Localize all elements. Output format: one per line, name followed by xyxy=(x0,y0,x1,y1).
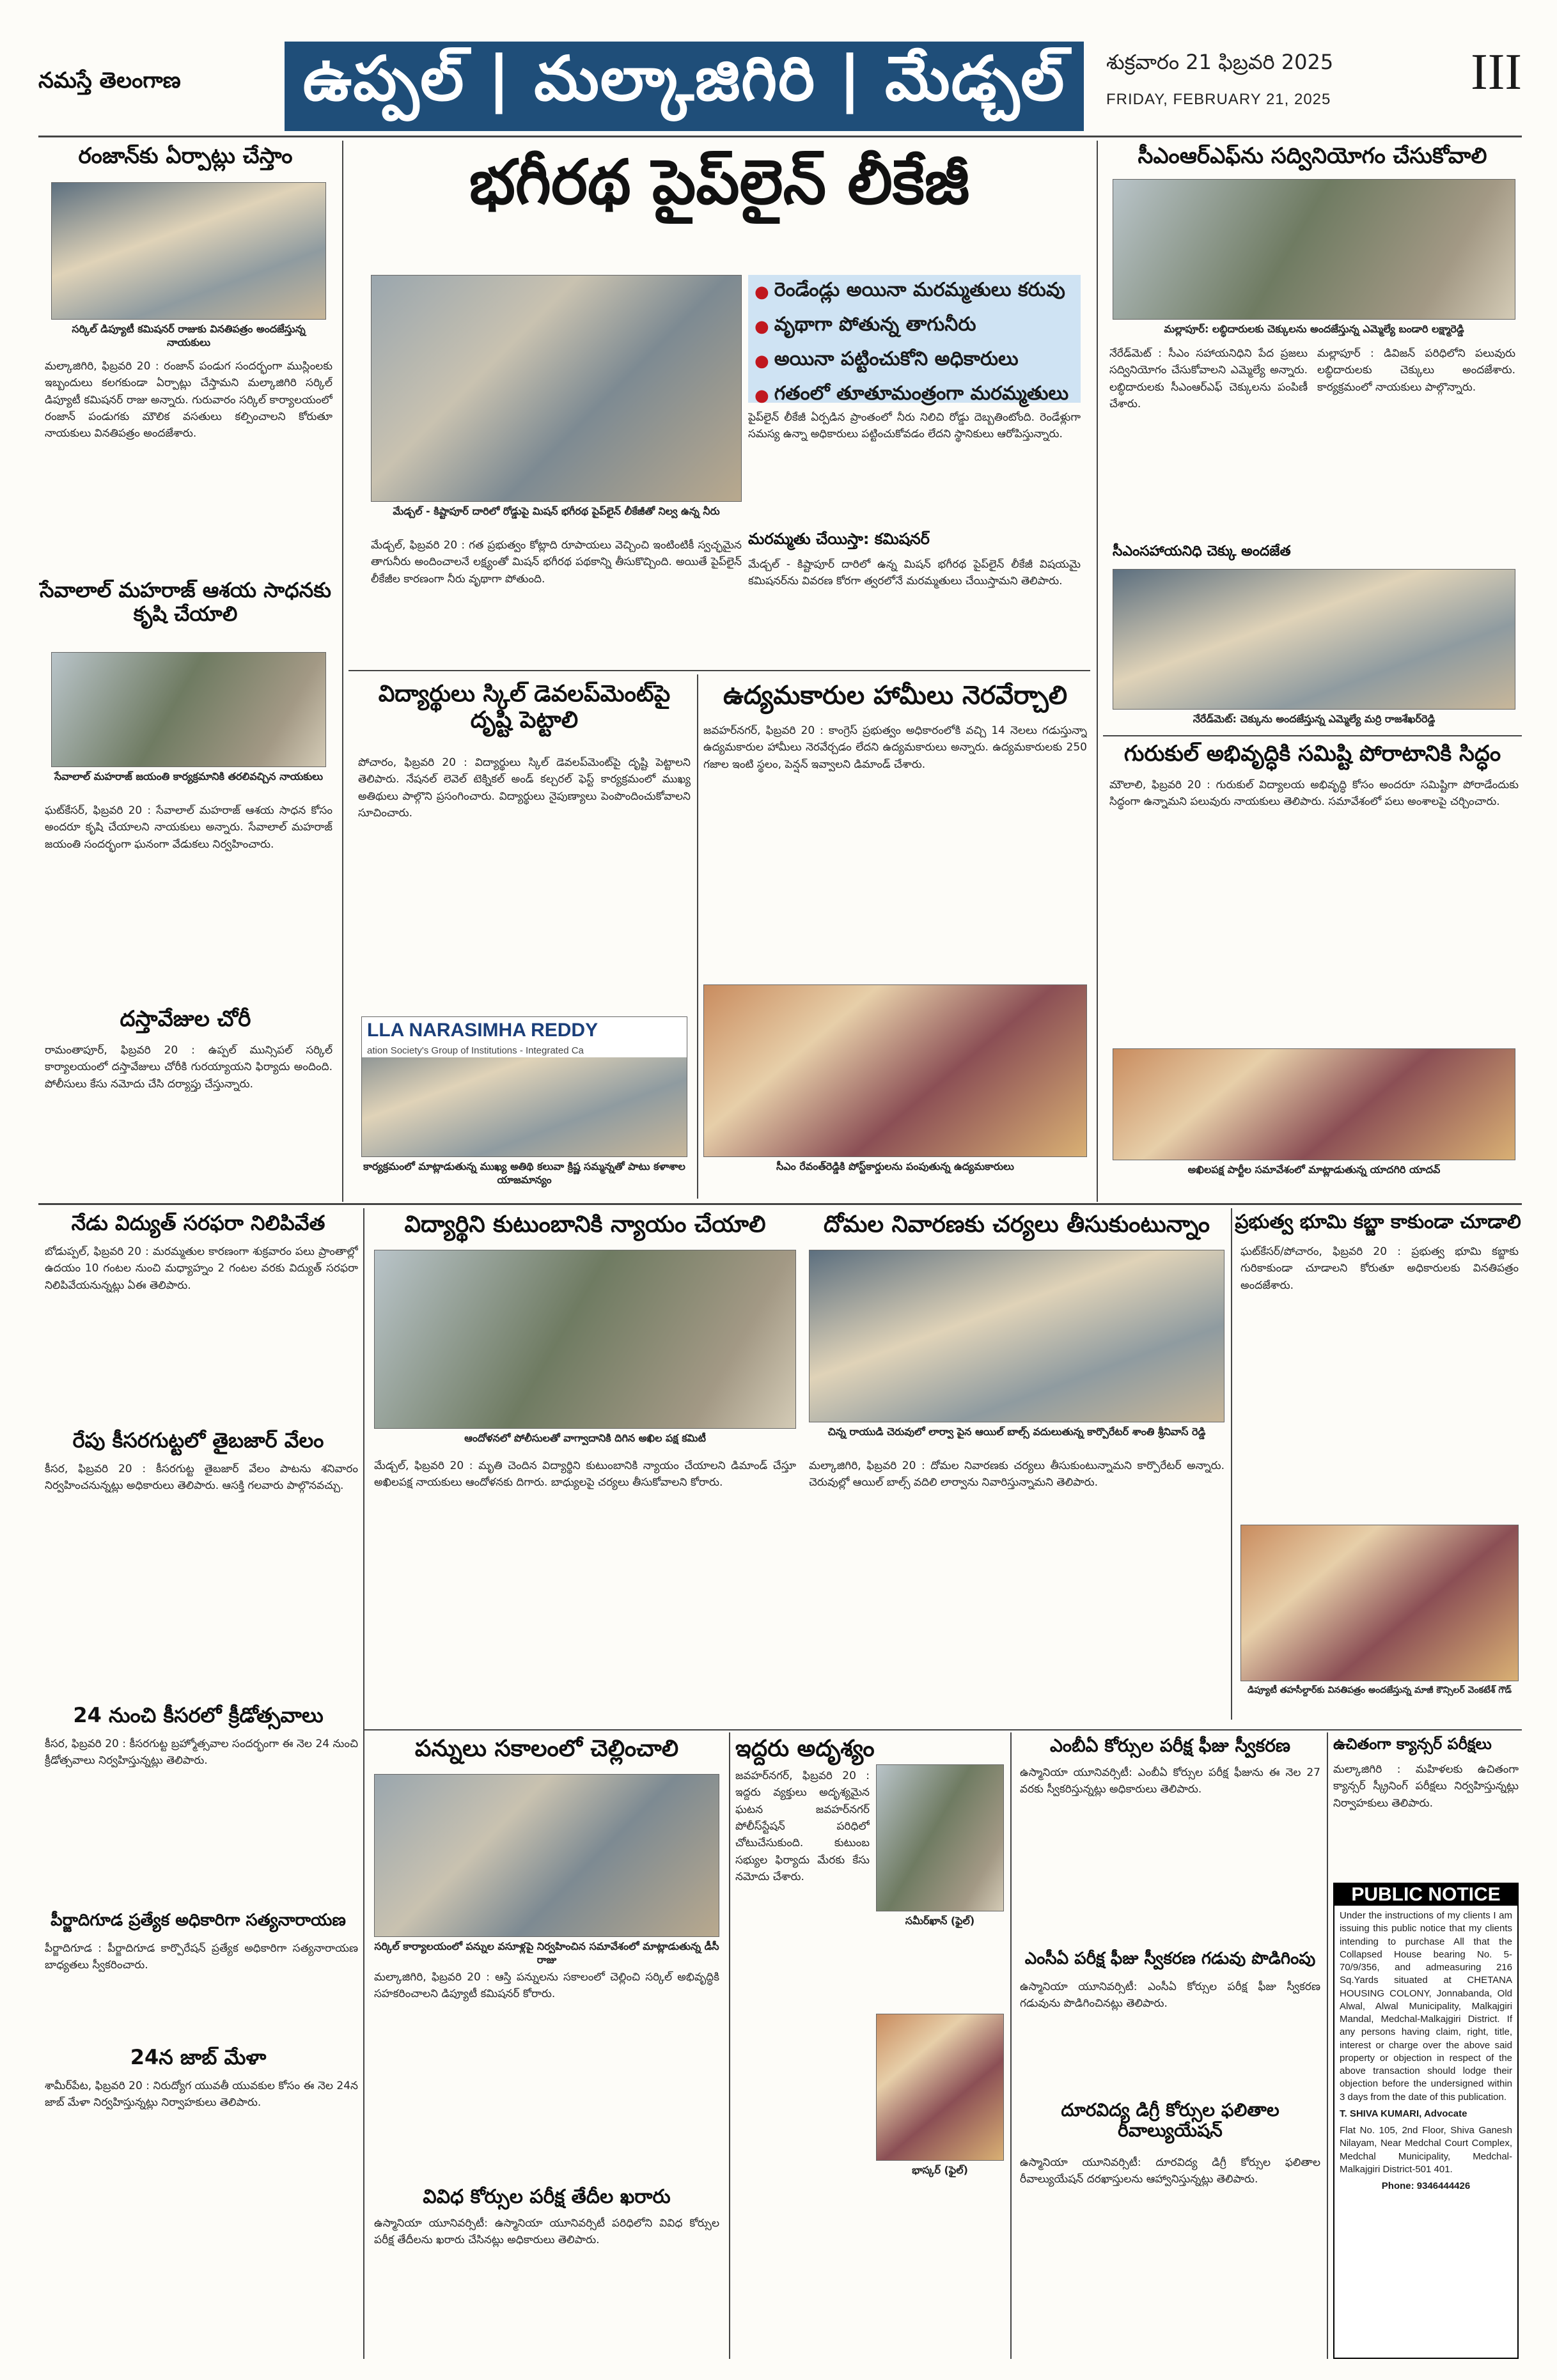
column-divider xyxy=(342,141,343,1202)
notice-address: Flat No. 105, 2nd Floor, Shiva Ganesh Nilayam, Near Medchal Court Complex, Medchal Municipality, Medchal-Malkajgiri District-501 401. xyxy=(1340,2125,1512,2175)
lead-bullet: ● గతంలో తూతూమంత్రంగా మరమ్మతులు xyxy=(755,382,1069,405)
date-box xyxy=(1106,50,1439,127)
body-cancer: మల్కాజిగిరి : మహిళలకు ఉచితంగా క్యాన్సర్ స్క్రీనింగ్ పరీక్షలు నిర్వహిస్తున్నట్లు నిర్వాహకులు తెలిపారు. xyxy=(1333,1763,1519,1810)
lead-bullets xyxy=(748,275,1081,403)
lead-caption: మేడ్చల్ - కిష్టాపూర్ దారిలో రోడ్డుపై మిషన్ భగీరథ పైప్‌లైన్ లీకేజీతో నిల్వ ఉన్న నీరు xyxy=(393,505,720,517)
photo-justice xyxy=(374,1250,796,1429)
body-mosquito: మల్కాజిగిరి, ఫిబ్రవరి 20 : దోమల నివారణకు చర్యలు తీసుకుంటున్నామని కార్పొరేటర్ అన్నారు. చెరువుల్లో ఆయిల్ బాల్స్ వదిలి లార్వాను నివారిస్తున్నామని తెలిపారు. xyxy=(809,1459,1224,1489)
date-english: FRIDAY, FEBRUARY 21, 2025 xyxy=(1106,91,1331,108)
body-mca-fee: ఉస్మానియా యూనివర్సిటీ: ఎంసీఏ కోర్సుల పరీక్ష ఫీజు స్వీకరణ గడువును పొడిగించినట్లు తెలిపారు. xyxy=(1020,1980,1320,2011)
photo-mosquito xyxy=(809,1250,1224,1422)
caption-land: డిప్యూటీ తహసీల్దార్‌కు వినతిపత్రం అందజేస్తున్న మాజీ కౌన్సిలర్ వెంకటేశ్ గౌడ్ xyxy=(1247,1685,1512,1695)
headline-missing: ఇద్దరు అదృశ్యం xyxy=(735,1736,875,1762)
headline-mosquito: దోమల నివారణకు చర్యలు తీసుకుంటున్నాం xyxy=(823,1211,1210,1238)
headline-justice: విద్యార్థిని కుటుంబానికి న్యాయం చేయాలి xyxy=(404,1211,766,1238)
lead-bullet: ● రెండేండ్లు అయినా మరమ్మతులు కరువు xyxy=(755,279,1065,302)
photo-skill xyxy=(361,1016,687,1157)
lead-headline: భగీరథ పైప్‌లైన్ లీకేజీ xyxy=(469,146,970,218)
headline-land: ప్రభుత్వ భూమి కబ్జా కాకుండా చూడాలి xyxy=(1235,1211,1521,1233)
headline-sevalal: సేవాలాల్ మహరాజ్ ఆశయ సాధనకు కృషి చేయాలి xyxy=(39,578,331,626)
photo-cmrf xyxy=(1113,179,1515,320)
column-divider xyxy=(1231,1208,1232,1720)
caption-gurukul: అఖిలపక్ష పార్టీల సమావేశంలో మాట్లాడుతున్న యాదగిరి యాదవ్ xyxy=(1187,1163,1441,1176)
photo-missing-2 xyxy=(876,2014,1004,2161)
headline-officer: పీర్జాదిగూడ ప్రత్యేక అధికారిగా సత్యనారాయణ xyxy=(51,1911,346,1930)
caption-mosquito: చిన్న రాయుడి చెరువులో లార్వా పైన ఆయిల్ బాల్స్ వదులుతున్న కార్పొరేటర్ శాంతి శ్రీనివాస్ రెడ్డి xyxy=(827,1426,1206,1438)
photo-ramzan xyxy=(51,182,326,320)
headline-activists: ఉద్యమకారుల హామీలు నెరవేర్చాలి xyxy=(723,681,1068,710)
notice-title: PUBLIC NOTICE xyxy=(1334,1884,1517,1906)
page-number: III xyxy=(1471,44,1522,100)
body-theft: రామంతాపూర్, ఫిబ్రవరి 20 : ఉప్పల్ మున్సిపల్ సర్కిల్ కార్యాలయంలో దస్తావేజులు చోరీకి గురయ్యాయని ఫిర్యాదు అందింది. పోలీసులు కేసు నమోదు చేసి దర్యాప్తు చేస్తున్నారు. xyxy=(45,1044,333,1091)
body-market: కీసర, ఫిబ్రవరి 20 : కీసరగుట్ట తైబజార్ వేలం పాటను శనివారం నిర్వహించనున్నట్లు అధికారులు తెలిపారు. ఆసక్తి గలవారు పాల్గొనవచ్చు. xyxy=(45,1463,358,1493)
headline-reval: దూరవిద్య డిగ్రీ కోర్సుల ఫలితాల రీవాల్యుయేషన్ xyxy=(1061,2099,1279,2142)
photo-gurukul xyxy=(1113,1048,1515,1160)
headline-power: నేడు విద్యుత్ సరఫరా నిలిపివేత xyxy=(71,1211,325,1235)
caption-activists: సీఎం రేవంత్‌రెడ్డికి పోస్ట్‌కార్డులను పంపుతున్న ఉద్యమకారులు xyxy=(776,1160,1014,1172)
headline-sports: 24 నుంచి కీసరలో క్రీడోత్సవాలు xyxy=(73,1703,324,1727)
headline-theft: దస్తావేజుల చోరీ xyxy=(120,1006,251,1032)
page-rule xyxy=(38,1203,1522,1205)
lead-bullet: ● అయినా పట్టించుకోని అధికారులు xyxy=(755,348,1019,371)
notice-body: Under the instructions of my clients I am issuing this public notice that my clients intending to purchase All that the Collapsed House bearing No. 5-70/9/356, and admeasuring 216 Sq.Yards situated at CHETANA HOUSING COLONY, Jonnabanda, Old Alwal, Alwal Municipality, Malkajgiri Mandal, Medchal-Malkajgiri District. If any persons having claim, right, title, interest or charge over the above said property or objection in respect of the above transaction should lodge their objection before the undersigned within 3 days from the date of this publication. xyxy=(1340,1910,1512,2103)
newspaper-brand: నమస్తే తెలంగాణ xyxy=(38,68,181,93)
section-rule xyxy=(363,1729,1522,1731)
headline-ramzan: రంజాన్‌కు ఏర్పాట్లు చేస్తాం xyxy=(78,143,293,169)
column-divider xyxy=(1097,141,1098,1202)
body-officer: పీర్జాదిగూడ : పీర్జాదిగూడ కార్పొరేషన్ ప్రత్యేక అధికారిగా సత్యనారాయణ బాధ్యతలు స్వీకరించారు. xyxy=(45,1942,358,1972)
body-cmrf: నేరేడ్‌మెట్ : సీఎం సహాయనిధిని పేద ప్రజలు సద్వినియోగం చేసుకోవాలని ఎమ్మెల్యే అన్నారు. లబ్ధిదారులకు సీఎంఆర్‌ఎఫ్ చెక్కులను పంపిణీ చేశారు. xyxy=(1109,347,1308,411)
headline-cmrf: సీఎంఆర్‌ఎఫ్‌ను సద్వినియోగం చేసుకోవాలి xyxy=(1138,143,1487,169)
lead-rule xyxy=(348,670,1090,671)
lead-body-3: మేడ్చల్ - కిష్టాపూర్ దారిలో ఉన్న మిషన్ భగీరథ పైప్‌లైన్ లీకేజీ విషయమై కమిషనర్‌ను వివరణ కోరగా త్వరలోనే మరమ్మతులు చేయిస్తామని తెలిపారు. xyxy=(748,558,1081,588)
banner-subtext: ation Society's Group of Institutions - Integrated Ca xyxy=(362,1044,687,1057)
right-rule xyxy=(1103,735,1522,736)
column-divider xyxy=(729,1732,730,2359)
headline-cancer: ఉచితంగా క్యాన్సర్ పరీక్షలు xyxy=(1333,1735,1492,1753)
headline-mba-fee: ఎంబీఏ కోర్సుల పరీక్ష ఫీజు స్వీకరణ xyxy=(1049,1735,1291,1756)
body-activists: జవహర్‌నగర్, ఫిబ్రవరి 20 : కాంగ్రెస్ ప్రభుత్వం అధికారంలోకి వచ్చి 14 నెలలు గడుస్తున్నా ఉద్యమకారుల హామీలు నెరవేర్చడం లేదని ఉద్యమకారులు అన్నారు. ఉద్యమకారులకు 250 గజాల ఇంటి స్థలం, పెన్షన్ ఇవ్వాలని డిమాండ్ చేశారు. xyxy=(703,724,1087,771)
caption-missing-2: భాస్కర్ (ఫైల్) xyxy=(912,2164,968,2176)
column-divider xyxy=(1010,1732,1012,2359)
edition-title: ఉప్పల్ | మల్కాజిగిరి | మేడ్చల్ xyxy=(285,42,1084,131)
subhead-cmrf: సీఎంసహాయనిధి చెక్కు అందజేత xyxy=(1113,543,1291,559)
caption-skill: కార్యక్రమంలో మాట్లాడుతున్న ముఖ్య అతిథి కలువా క్రిష్ణ సమ్మన్నతో పాటు కళాశాల యాజమాన్యం xyxy=(363,1160,685,1186)
caption-cmrf: మల్లాపూర్: లబ్ధిదారులకు చెక్కులను అందజేస్తున్న ఎమ్మెల్యే బండారి లక్ష్మారెడ్డి xyxy=(1164,323,1464,335)
body-reval: ఉస్మానియా యూనివర్సిటీ: దూరవిద్య డిగ్రీ కోర్సుల ఫలితాల రీవాల్యుయేషన్ దరఖాస్తులను ఆహ్వానిస్తున్నట్లు తెలిపారు. xyxy=(1020,2156,1320,2186)
photo-sevalal xyxy=(51,652,326,767)
lead-subhead: మరమ్మతు చేయిస్తా: కమిషనర్ xyxy=(748,530,930,548)
column-divider xyxy=(697,674,698,1199)
lead-body-1: మేడ్చల్, ఫిబ్రవరి 20 : గత ప్రభుత్వం కోట్లాది రూపాయలు వెచ్చించి ఇంటింటికీ స్వచ్ఛమైన తాగునీరు అందించాలనే లక్ష్యంతో మిషన్ భగీరథ పథకాన్ని తీసుకొచ్చింది. అయితే పైప్‌లైన్ లీకేజీల కారణంగా నీరు వృథాగా పోతుంది. xyxy=(371,539,742,586)
banner-text: LLA NARASIMHA REDDY xyxy=(362,1017,687,1044)
masthead-rule xyxy=(38,136,1522,137)
photo-land xyxy=(1240,1525,1519,1681)
body-sports: కీసర, ఫిబ్రవరి 20 : కీసరగుట్ట బ్రహ్మోత్సవాల సందర్భంగా ఈ నెల 24 నుంచి క్రీడోత్సవాలు నిర్వహిస్తున్నట్లు తెలిపారు. xyxy=(45,1738,358,1768)
body-ramzan: మల్కాజిగిరి, ఫిబ్రవరి 20 : రంజాన్ పండుగ సందర్భంగా ముస్లింలకు ఇబ్బందులు కలగకుండా ఏర్పాట్లు చేస్తామని మల్కాజిగిరి సర్కిల్ డిప్యూటీ కమిషనర్ రాజు అన్నారు. గురువారం సర్కిల్ కార్యాలయంలో రంజాన్ పండుగకు మౌలిక వసతులు కల్పించాలని కోరుతూ నాయకులు వినతిపత్రం అందజేశారు. xyxy=(45,360,333,440)
body-tax: మల్కాజిగిరి, ఫిబ్రవరి 20 : ఆస్తి పన్నులను సకాలంలో చెల్లించి సర్కిల్ అభివృద్ధికి సహకరించాలని డిప్యూటీ కమిషనర్ కోరారు. xyxy=(374,1971,719,2001)
body-land: ఘట్‌కేసర్/పోచారం, ఫిబ్రవరి 20 : ప్రభుత్వ భూమి కబ్జాకు గురికాకుండా చూడాలని కోరుతూ అధికారులకు వినతిపత్రం అందజేశారు. xyxy=(1240,1245,1519,1292)
headline-mca-fee: ఎంసీఏ పరీక్ష ఫీజు స్వీకరణ గడువు పొడిగింపు xyxy=(1024,1949,1316,1968)
notice-signature: T. SHIVA KUMARI, Advocate xyxy=(1340,2108,1467,2119)
photo-activists xyxy=(703,984,1087,1157)
body-sevalal: ఘట్‌కేసర్, ఫిబ్రవరి 20 : సేవాలాల్ మహరాజ్ ఆశయ సాధన కోసం అందరూ కృషి చేయాలని నాయకులు అన్నారు. సేవాలాల్ మహరాజ్ జయంతి సందర్భంగా ఘనంగా వేడుకలు నిర్వహించారు. xyxy=(45,804,333,851)
body-justice: మేడ్చల్, ఫిబ్రవరి 20 : మృతి చెందిన విద్యార్థిని కుటుంబానికి న్యాయం చేయాలని డిమాండ్ చేస్తూ అఖిలపక్ష నాయకులు ఆందోళనకు దిగారు. బాధ్యులపై చర్యలు తీసుకోవాలని కోరారు. xyxy=(374,1459,796,1489)
lead-bullet: ● వృథాగా పోతున్న తాగునీరు xyxy=(755,313,976,336)
lead-photo xyxy=(371,275,742,502)
headline-exam: వివిధ కోర్సుల పరీక్ష తేదీల ఖరారు xyxy=(423,2186,671,2208)
column-divider xyxy=(1327,1732,1328,2359)
body-mba-fee: ఉస్మానియా యూనివర్సిటీ: ఎంబీఏ కోర్సుల పరీక్ష ఫీజును ఈ నెల 27 వరకు స్వీకరిస్తున్నట్లు అధికారులు తెలిపారు. xyxy=(1020,1766,1320,1796)
notice-phone: Phone: 9346444426 xyxy=(1381,2181,1471,2191)
lead-body-2: పైప్‌లైన్ లీకేజీ ఏర్పడిన ప్రాంతంలో నీరు నిలిచి రోడ్డు దెబ్బతింటోంది. రెండేళ్లుగా సమస్య ఉన్నా అధికారులు పట్టించుకోవడం లేదని స్థానికులు ఆరోపిస్తున్నారు. xyxy=(748,411,1081,441)
date-telugu: శుక్రవారం 21 ఫిబ్రవరి 2025 xyxy=(1106,50,1334,74)
caption-sevalal: సేవాలాల్ మహరాజ్ జయంతి కార్యక్రమానికి తరలివచ్చిన నాయకులు xyxy=(54,770,324,782)
caption-cmrf-2: నేరేడ్‌మెట్: చెక్కును అందజేస్తున్న ఎమ్మెల్యే మర్రి రాజశేఖర్‌రెడ్డి xyxy=(1193,713,1436,725)
headline-gurukul: గురుకుల్ అభివృద్ధికి సమిష్టి పోరాటానికి సిద్ధం xyxy=(1123,741,1501,766)
photo-tax xyxy=(374,1774,719,1937)
column-divider xyxy=(363,1208,364,2359)
caption-tax: సర్కిల్ కార్యాలయంలో పన్నుల వసూళ్లపై నిర్వహించిన సమావేశంలో మాట్లాడుతున్న డీసీ రాజు xyxy=(374,1940,719,1966)
body-skill: పోచారం, ఫిబ్రవరి 20 : విద్యార్థులు స్కిల్ డెవలప్‌మెంట్‌పై దృష్టి పెట్టాలని తెలిపారు. నేషనల్ లెవెల్ టెక్నికల్ అండ్ కల్చరల్ ఫెస్ట్ కార్యక్రమంలో ముఖ్య అతిథులు పాల్గొని ప్రసంగించారు. విద్యార్థులు నైపుణ్యాలు పెంపొందించుకోవాలని సూచించారు. xyxy=(358,756,691,820)
headline-jobmela: 24న జాబ్ మేళా xyxy=(130,2045,267,2069)
headline-tax: పన్నులు సకాలంలో చెల్లించాలి xyxy=(414,1736,679,1762)
body-gurukul: మౌలాలి, ఫిబ్రవరి 20 : గురుకుల్ విద్యాలయ అభివృద్ధి కోసం అందరూ సమిష్టిగా పోరాడేందుకు సిద్ధంగా ఉన్నామని పలువురు నాయకులు తెలిపారు. సమావేశంలో పలు అంశాలపై చర్చించారు. xyxy=(1109,779,1519,809)
public-notice xyxy=(1333,1883,1519,2359)
body-jobmela: శామీర్‌పేట, ఫిబ్రవరి 20 : నిరుద్యోగ యువతీ యువకుల కోసం ఈ నెల 24న జాబ్ మేళా నిర్వహిస్తున్నట్లు నిర్వాహకులు తెలిపారు. xyxy=(45,2080,358,2110)
body-cmrf-2: మల్లాపూర్ : డివిజన్ పరిధిలోని పలువురు లబ్ధిదారులకు చెక్కులు అందజేశారు. కార్యక్రమంలో నాయకులు పాల్గొన్నారు. xyxy=(1317,347,1515,394)
body-exam: ఉస్మానియా యూనివర్సిటీ: ఉస్మానియా యూనివర్సిటీ పరిధిలోని వివిధ కోర్సుల పరీక్ష తేదీలను ఖరారు చేసినట్లు అధికారులు తెలిపారు. xyxy=(374,2217,719,2247)
headline-skill: విద్యార్థులు స్కిల్ డెవలప్‌మెంట్‌పై దృష్టి పెట్టాలి xyxy=(378,681,671,734)
body-missing: జవహర్‌నగర్, ఫిబ్రవరి 20 : ఇద్దరు వ్యక్తులు అదృశ్యమైన ఘటన జవహర్‌నగర్ పోలీస్‌స్టేషన్ పరిధిలో చోటుచేసుకుంది. కుటుంబ సభ్యుల ఫిర్యాదు మేరకు కేసు నమోదు చేశారు. xyxy=(735,1769,870,1884)
photo-missing-1 xyxy=(876,1764,1004,1911)
body-power: బోడుప్పల్, ఫిబ్రవరి 20 : మరమ్మతుల కారణంగా శుక్రవారం పలు ప్రాంతాల్లో ఉదయం 10 గంటల నుంచి మధ్యాహ్నం 2 గంటల వరకు విద్యుత్ సరఫరా నిలిపివేయనున్నట్లు ఏఈ తెలిపారు. xyxy=(45,1245,358,1292)
headline-market: రేపు కీసరగుట్టలో తైబజార్ వేలం xyxy=(72,1428,324,1452)
photo-cmrf-2 xyxy=(1113,569,1515,710)
caption-ramzan: సర్కిల్ డిప్యూటీ కమిషనర్ రాజుకు వినతిపత్రం అందజేస్తున్న నాయకులు xyxy=(72,323,306,348)
caption-justice: ఆందోళనలో పోలీసులతో వాగ్వాదానికి దిగిన అఖిల పక్ష కమిటీ xyxy=(464,1432,706,1444)
caption-missing-1: సమీర్‌ఖాన్ (ఫైల్) xyxy=(905,1915,975,1927)
